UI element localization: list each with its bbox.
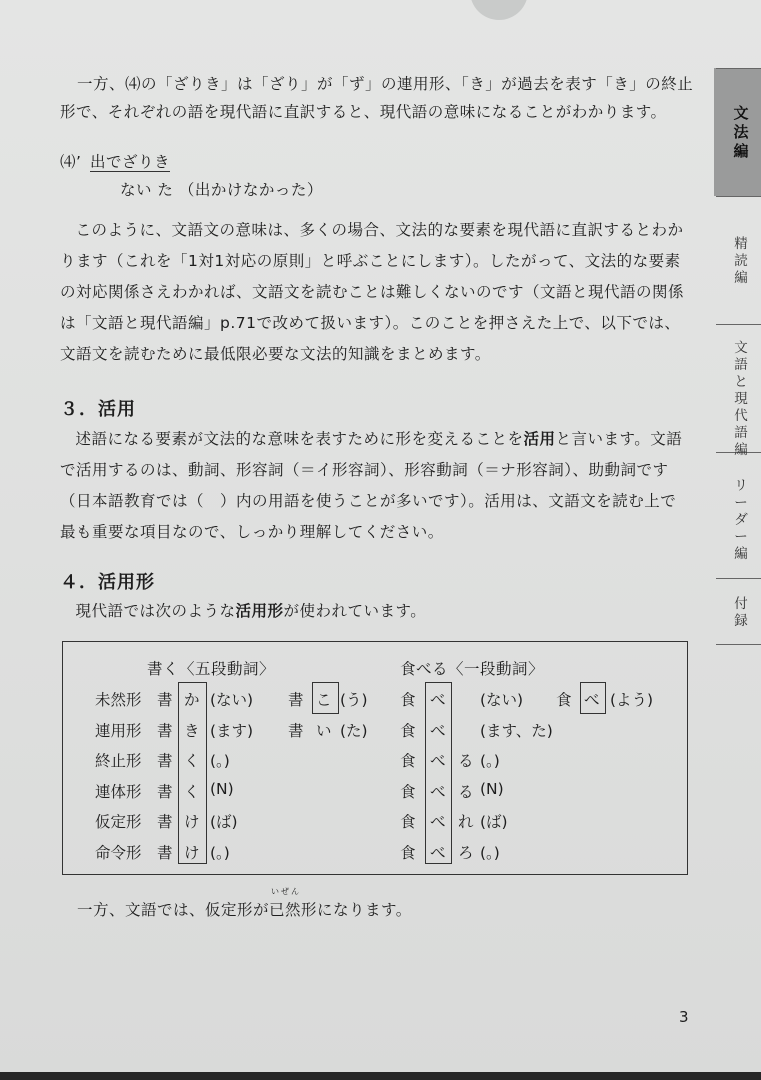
conjugation-extra-ending: る <box>458 752 474 770</box>
sidebar-divider <box>716 578 761 579</box>
conjugation-ending: べ <box>430 843 446 862</box>
para2: このように、文語文の意味は、多くの場合、文法的な要素を現代語に直訳するとわかります（これを「1対1対応の原則」と呼ぶことにします）。したがって、文法的な要素の対応関係さえわかれば、文語文を読むことは難しくないのです（文語と現代語の関係は「文語と現代語編」p.71で改めて扱います）。このことを押さえた上で、以下では、文語文を読むために最低限必要な文法的知識をまとめます。 <box>60 221 685 363</box>
conjugation-suffix: (う) <box>340 691 368 709</box>
verb1-title: 書く〈五段動詞〉 <box>147 660 276 678</box>
conjugation-ending: く <box>184 782 200 801</box>
conjugation-form-name: 命令形 <box>95 843 142 862</box>
example-top: 出でざりき <box>90 153 171 171</box>
conjugation-stem: 書 <box>157 691 173 709</box>
conjugation-form-name: 連体形 <box>95 782 142 801</box>
sidebar-divider <box>716 196 761 197</box>
conjugation-stem: 書 <box>157 721 173 740</box>
conjugation-ending: き <box>184 721 200 740</box>
example-bottom: ない た （出かけなかった） <box>120 181 323 199</box>
sidebar-divider <box>716 68 761 69</box>
conjugation-extra-ending: る <box>458 782 474 801</box>
para1-line2: 形で、それぞれの語を現代語に直訳すると、現代語の意味になることがわかります。 <box>60 103 667 121</box>
conjugation-suffix: (ない) <box>210 691 254 709</box>
conjugation-suffix: (ない) <box>480 691 524 709</box>
tab-classical-modern[interactable]: 文語と現代語編 <box>734 340 748 458</box>
conjugation-stem: 食 <box>400 721 416 740</box>
conjugation-ending: い <box>316 721 332 740</box>
conjugation-ending: け <box>184 813 200 831</box>
conjugation-extra-ending: れ <box>458 813 474 831</box>
conjugation-ending: く <box>184 752 200 770</box>
ruby-reading: いぜん <box>271 887 302 896</box>
conjugation-ending: け <box>184 843 200 862</box>
conjugation-extra-ending: ろ <box>458 843 474 862</box>
conjugation-stem: 食 <box>400 843 416 862</box>
para1-line1: 一方、⑷の「ざりき」は「ざり」が「ず」の連用形、「き」が過去を表す「き」の終止 <box>77 75 694 93</box>
conjugation-form-name: 連用形 <box>95 721 142 740</box>
conjugation-form-name: 仮定形 <box>95 813 142 831</box>
para5: 一方、文語では、仮定形が已然 いぜん 形になります。 <box>77 887 412 919</box>
conjugation-stem: 食 <box>400 782 416 801</box>
conjugation-stem: 食 <box>400 813 416 831</box>
conjugation-ending: べ <box>430 813 446 831</box>
conjugation-ending: こ <box>316 691 332 709</box>
conjugation-suffix: (。) <box>480 752 500 770</box>
tab-close-reading[interactable]: 精読編 <box>734 236 748 286</box>
para3: 述語になる要素が文法的な意味を表すために形を変えることを活用と言います。文語で活用するのは、動詞、形容詞（＝イ形容詞）、形容動詞（＝ナ形容詞）、助動詞です（日本語教育では（ ）内の用語を使うことが多いです）。活用は、文語文を読む上で最も重要な項目なので、しっかり理解してください。 <box>60 430 683 541</box>
tab-appendix[interactable]: 付録 <box>734 596 748 629</box>
conjugation-ending: べ <box>430 721 446 740</box>
conjugation-ending: べ <box>430 691 446 709</box>
conjugation-ending: べ <box>584 691 600 709</box>
conjugation-suffix: (よう) <box>610 691 654 709</box>
conjugation-suffix: (た) <box>340 721 368 740</box>
page-number: 3 <box>679 1008 689 1026</box>
conjugation-stem: 食 <box>556 691 572 709</box>
conjugation-suffix: (N) <box>210 779 234 798</box>
conjugation-stem: 書 <box>157 843 173 862</box>
para4: 現代語では次のような活用形が使われています。 <box>75 602 427 620</box>
tab-reader[interactable]: リーダー編 <box>734 478 748 562</box>
conjugation-ending: べ <box>430 752 446 770</box>
conjugation-stem: 食 <box>400 752 416 770</box>
bottom-edge <box>0 1072 761 1080</box>
conjugation-ending: か <box>184 691 200 709</box>
conjugation-suffix: (ば) <box>210 813 238 831</box>
conjugation-stem: 書 <box>157 813 173 831</box>
conjugation-suffix: (。) <box>210 843 230 862</box>
conjugation-suffix: (N) <box>480 779 504 798</box>
tab-grammar[interactable]: 文法編 <box>733 104 749 160</box>
conjugation-form-name: 終止形 <box>95 752 142 770</box>
conjugation-stem: 書 <box>288 721 304 740</box>
sidebar-divider <box>716 644 761 645</box>
conjugation-stem: 書 <box>157 782 173 801</box>
conjugation-ending: べ <box>430 782 446 801</box>
conjugation-suffix: (ます、た) <box>480 721 553 740</box>
section4-title: ４．活用形 <box>60 572 155 593</box>
conjugation-suffix: (。) <box>480 843 500 862</box>
conjugation-stem: 書 <box>288 691 304 709</box>
section3-title: ３．活用 <box>60 399 136 420</box>
conjugation-form-name: 未然形 <box>95 691 142 709</box>
conjugation-suffix: (ば) <box>480 813 508 831</box>
conjugation-suffix: (ます) <box>210 721 254 740</box>
conjugation-stem: 書 <box>157 752 173 770</box>
verb2-title: 食べる〈一段動詞〉 <box>400 660 545 678</box>
sidebar-divider <box>716 324 761 325</box>
example-label: ⑷’ <box>60 153 82 171</box>
conjugation-suffix: (。) <box>210 752 230 770</box>
conjugation-stem: 食 <box>400 691 416 709</box>
